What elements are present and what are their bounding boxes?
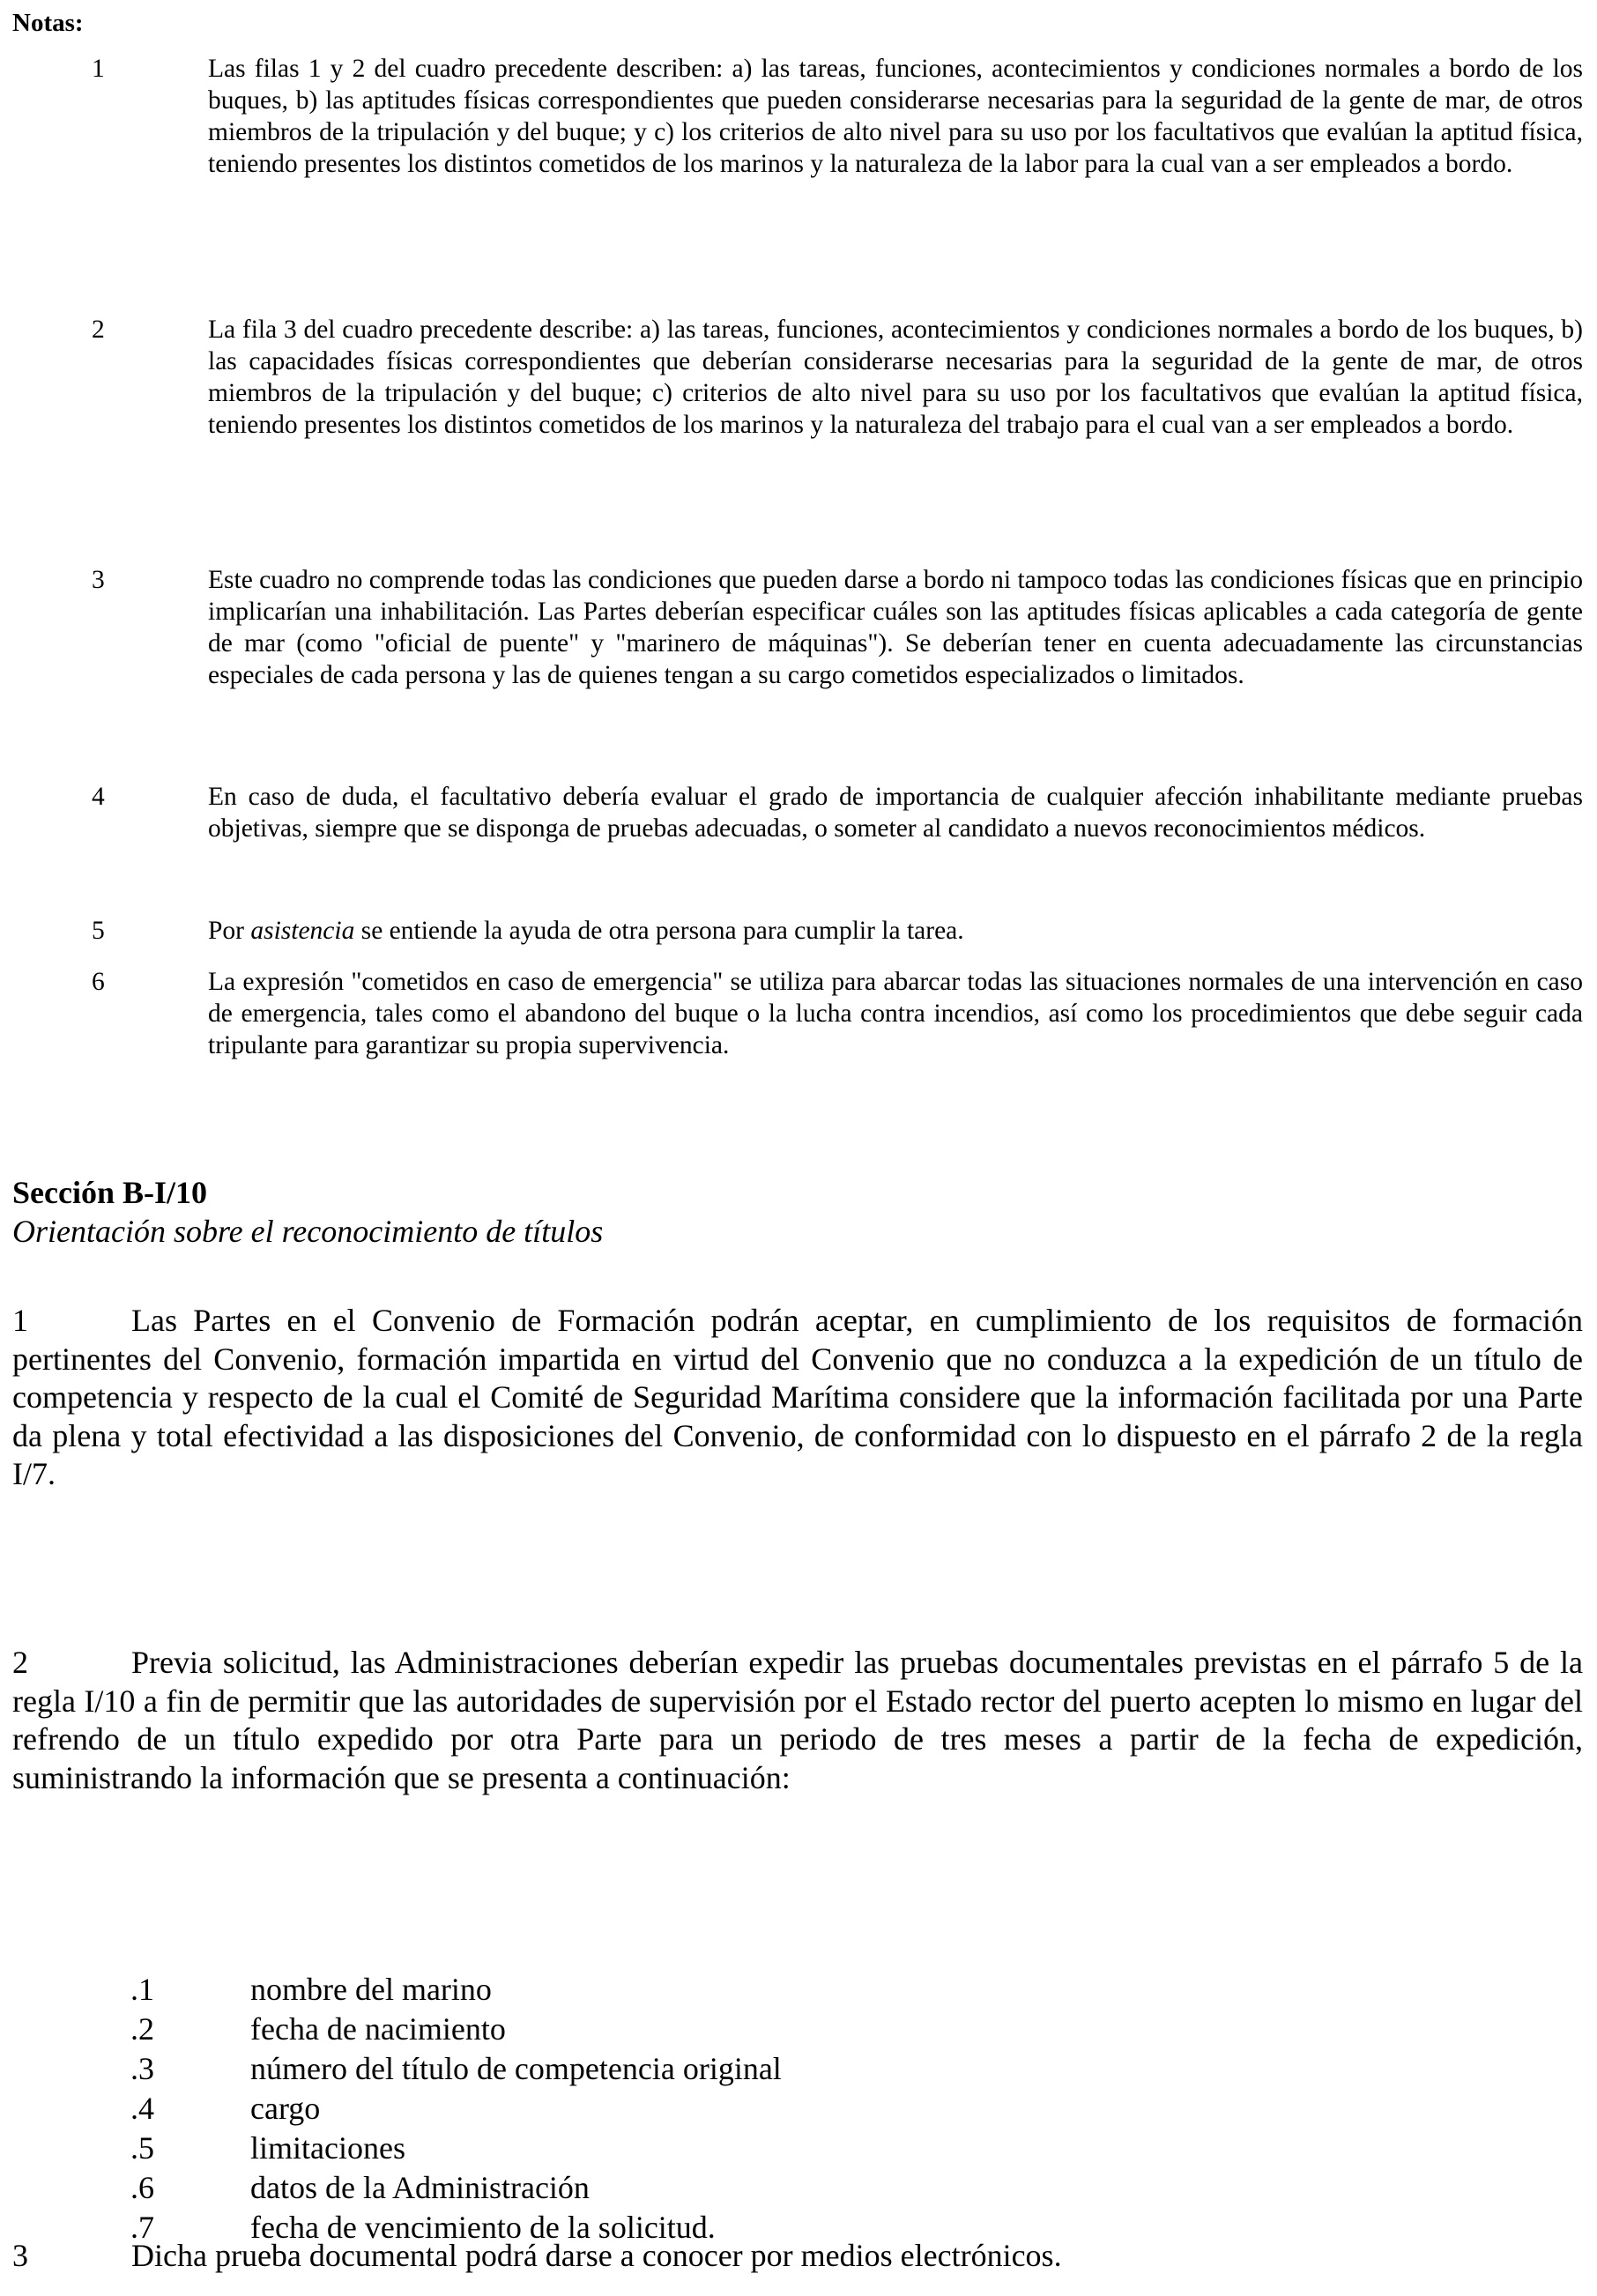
- paragraph: [12, 1644, 1583, 1797]
- paragraph-number: 2: [12, 1645, 28, 1680]
- note-number: 1: [92, 55, 105, 83]
- list-marker: .5: [130, 2130, 154, 2166]
- list-marker: .1: [130, 1972, 154, 2007]
- note-number: 6: [92, 968, 105, 996]
- list-marker: .6: [130, 2170, 154, 2205]
- paragraph-text: Previa solicitud, las Administraciones deberían expedir las pruebas documentales previstas en el párrafo 5 de la regla I/10 a fin de permitir que las autoridades de supervisión por el Estado rector del puerto acepten lo mismo en lugar del refrendo de un título expedido por otra Parte para un periodo de tres meses a partir de la fecha de expedición, suministrando la información que se presenta a continuación:: [12, 1645, 1583, 1795]
- list-marker: .2: [130, 2011, 154, 2047]
- paragraph-text: Dicha prueba documental podrá darse a conocer por medios electrónicos.: [131, 2238, 1062, 2273]
- note-text: En caso de duda, el facultativo debería evaluar el grado de importancia de cualquier afección inhabilitante mediante pruebas objetivas, siempre que se disponga de pruebas adecuadas, o someter al candidato a nuevos reconocimientos médicos.: [208, 783, 1583, 843]
- information-list: [0, 1970, 1597, 2248]
- list-label: cargo: [250, 2091, 321, 2126]
- note-number: 2: [92, 316, 105, 344]
- list-label: número del título de competencia original: [250, 2051, 782, 2086]
- list-label: fecha de vencimiento de la solicitud.: [250, 2210, 716, 2245]
- note-text: La fila 3 del cuadro precedente describe: a) las tareas, funciones, acontecimientos y condiciones normales a bordo de los buques, b) las capacidades físicas correspondientes que deberían considerarse necesarias para la seguridad de la gente de mar, de otros miembros de la tripulación y del buque; c) criterios de alto nivel para su uso por los facultativos que evalúan la aptitud física, teniendo presentes los distintos cometidos de los marinos y la naturaleza del trabajo para el cual van a ser empleados a bordo.: [208, 316, 1583, 439]
- list-label: datos de la Administración: [250, 2170, 590, 2205]
- list-item: [0, 2168, 1597, 2208]
- note-text-part: se entiende la ayuda de otra persona para cumplir la tarea.: [354, 917, 964, 945]
- notes-heading: Notas:: [12, 9, 84, 37]
- list-item: [0, 2129, 1597, 2168]
- note-emphasis: asistencia: [250, 917, 355, 945]
- paragraph: [12, 2237, 1583, 2276]
- list-marker: .7: [130, 2210, 154, 2245]
- paragraph-number: 3: [12, 2238, 28, 2273]
- list-marker: .4: [130, 2091, 154, 2126]
- list-label: limitaciones: [250, 2130, 405, 2166]
- list-label: nombre del marino: [250, 1972, 492, 2007]
- list-item: [0, 2010, 1597, 2049]
- section-subtitle: Orientación sobre el reconocimiento de títulos: [12, 1214, 604, 1249]
- paragraph-text: Las Partes en el Convenio de Formación podrán aceptar, en cumplimiento de los requisitos de formación pertinentes del Convenio, formación impartida en virtud del Convenio que no conduzca a la expedición de un título de competencia y respecto de la cual el Comité de Seguridad Marítima considere que la información facilitada por una Parte da plena y total efectividad a las disposiciones del Convenio, de conformidad con lo dispuesto en el párrafo 2 de la regla I/7.: [12, 1303, 1583, 1491]
- list-item: [0, 1970, 1597, 2010]
- note-number: 5: [92, 917, 105, 945]
- note-number: 3: [92, 566, 105, 594]
- list-item: [0, 2089, 1597, 2129]
- note-text: [208, 915, 1583, 947]
- note-text: Las filas 1 y 2 del cuadro precedente describen: a) las tareas, funciones, acontecimientos y condiciones normales a bordo de los buques, b) las aptitudes físicas correspondientes que pueden considerarse necesarias para la seguridad de la gente de mar, de otros miembros de la tripulación y del buque; y c) los criterios de alto nivel para su uso por los facultativos que evalúan la aptitud física, teniendo presentes los distintos cometidos de los marinos y la naturaleza de la labor para la cual van a ser empleados a bordo.: [208, 55, 1583, 178]
- paragraph: [12, 1302, 1583, 1494]
- note-text-part: Por: [208, 917, 251, 945]
- note-text: Este cuadro no comprende todas las condiciones que pueden darse a bordo ni tampoco todas las condiciones físicas que en principio implicarían una inhabilitación. Las Partes deberían especificar cuáles son las aptitudes físicas aplicables a cada categoría de gente de mar (como "oficial de puente" y "marinero de máquinas"). Se deberían tener en cuenta adecuadamente las circunstancias especiales de cada persona y las de quienes tengan a su cargo cometidos especializados o limitados.: [208, 566, 1583, 689]
- paragraph-number: 1: [12, 1303, 28, 1338]
- list-marker: .3: [130, 2051, 154, 2086]
- list-item: [0, 2049, 1597, 2089]
- list-label: fecha de nacimiento: [250, 2011, 506, 2047]
- note-text: La expresión "cometidos en caso de emergencia" se utiliza para abarcar todas las situaciones normales de una intervención en caso de emergencia, tales como el abandono del buque o la lucha contra incendios, así como los procedimientos que debe seguir cada tripulante para garantizar su propia supervivencia.: [208, 968, 1583, 1059]
- note-number: 4: [92, 783, 105, 811]
- section-title: Sección B-I/10: [12, 1175, 207, 1210]
